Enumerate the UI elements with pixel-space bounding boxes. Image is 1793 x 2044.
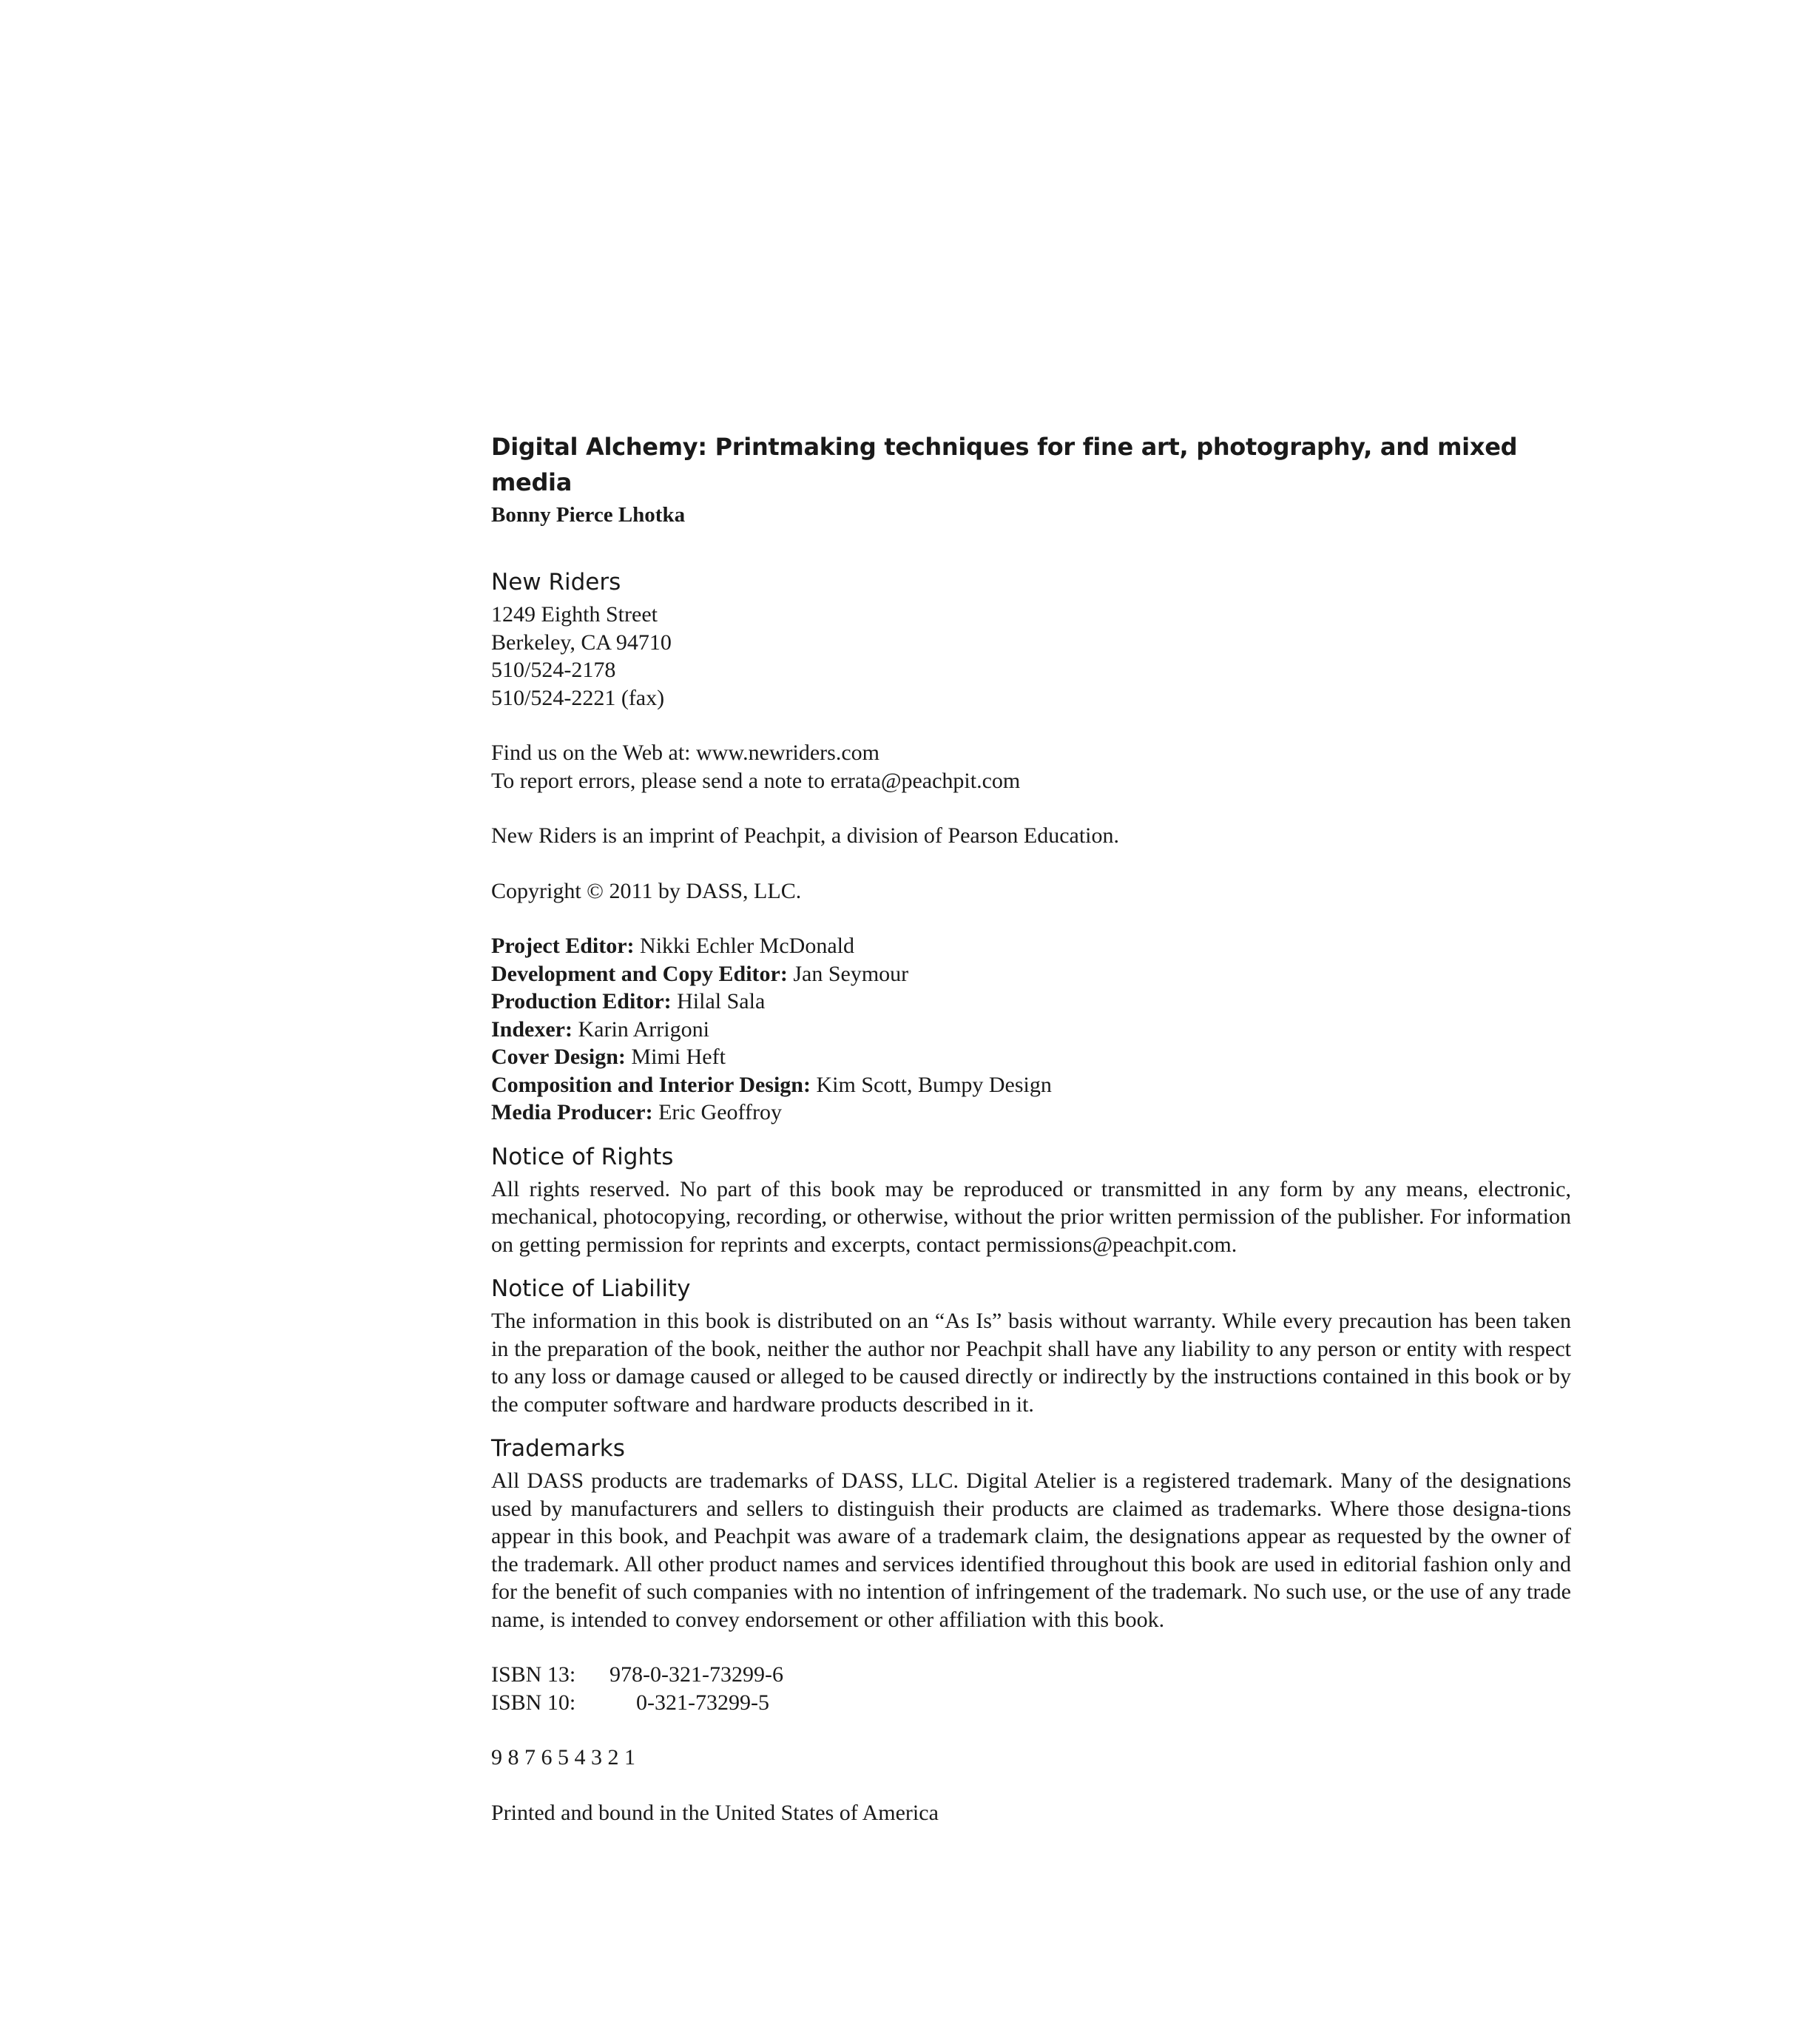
credit-label: Cover Design: xyxy=(491,1045,626,1069)
credit-value: Eric Geoffroy xyxy=(652,1100,782,1124)
publisher-web: Find us on the Web at: www.newriders.com xyxy=(491,741,879,765)
trademarks-heading: Trademarks xyxy=(491,1435,625,1462)
isbn-label: ISBN 10: xyxy=(491,1690,576,1715)
printed-in: Printed and bound in the United States of America xyxy=(491,1800,939,1825)
isbn-value: 0-321-73299-5 xyxy=(636,1690,769,1715)
trademarks-text: All DASS products are trademarks of DASS, LLC. Digital Atelier is a registered trademark. Many of the designations used by manufacturers and sellers to distinguish their products are claimed as trademarks. Where those designa-tions appear in this book, and Peachpit was aware of a trademark claim, the designations appear as requested by the owner of the trademark. All other product names and services identified throughout this book are used in editorial fashion only and for the benefit of such companies with no intention of infringement of the trademark. No such use, or the use of any trade name, is intended to convey endorsement or other affiliation with this book. xyxy=(491,1468,1571,1632)
credit-value: Hilal Sala xyxy=(671,989,766,1013)
credit-label: Development and Copy Editor: xyxy=(491,961,788,986)
credit-line xyxy=(491,1099,1571,1127)
credit-line xyxy=(491,988,1571,1016)
print-line: 9 8 7 6 5 4 3 2 1 xyxy=(491,1745,635,1770)
book-title: Digital Alchemy: Printmaking techniques for fine art, photography, and mixed media xyxy=(491,433,1518,496)
isbn-row xyxy=(491,1689,1571,1717)
copyright-content xyxy=(491,429,1571,1827)
notice-of-liability-text: The information in this book is distributed on an “As Is” basis without warranty. While every precaution has been taken in the preparation of the book, neither the author nor Peachpit shall have any liability to any person or entity with respect to any loss or damage caused or alleged to be caused directly or indirectly by the instructions contained in this book or by the computer software and hardware products described in it. xyxy=(491,1309,1571,1417)
address-line: Berkeley, CA 94710 xyxy=(491,630,672,655)
credit-value: Karin Arrigoni xyxy=(572,1016,709,1042)
copyright-line: Copyright © 2011 by DASS, LLC. xyxy=(491,878,802,903)
address-line: 510/524-2221 (fax) xyxy=(491,685,665,710)
credit-label: Project Editor: xyxy=(491,934,635,958)
credit-label: Composition and Interior Design: xyxy=(491,1072,811,1097)
credit-label: Production Editor: xyxy=(491,989,672,1013)
credit-value: Mimi Heft xyxy=(625,1045,726,1069)
publisher-errata: To report errors, please send a note to errata@peachpit.com xyxy=(491,768,1021,793)
notice-of-rights-text: All rights reserved. No part of this book may be reproduced or transmitted in any form by any means, electronic, mechanical, photocopying, recording, or otherwise, without the prior written permission of the publisher. For information on getting permission for reprints and excerpts, contact permissions@peachpit.com. xyxy=(491,1176,1571,1257)
credit-value: Jan Seymour xyxy=(787,961,909,986)
isbn-label: ISBN 13: xyxy=(491,1662,576,1687)
publisher-imprint: New Riders is an imprint of Peachpit, a division of Pearson Education. xyxy=(491,823,1120,848)
credit-line xyxy=(491,1016,1571,1044)
book-author: Bonny Pierce Lhotka xyxy=(491,503,686,527)
credit-label: Media Producer: xyxy=(491,1100,653,1124)
credits-list xyxy=(491,932,1571,1127)
isbn-row xyxy=(491,1661,1571,1689)
address-line: 1249 Eighth Street xyxy=(491,602,658,627)
notice-of-rights-heading: Notice of Rights xyxy=(491,1143,674,1170)
credit-line xyxy=(491,932,1571,960)
notice-of-liability-heading: Notice of Liability xyxy=(491,1275,691,1302)
credit-line xyxy=(491,960,1571,988)
credit-value: Kim Scott, Bumpy Design xyxy=(810,1072,1052,1097)
credit-label: Indexer: xyxy=(491,1016,573,1042)
publisher-name: New Riders xyxy=(491,569,621,596)
credit-line xyxy=(491,1071,1571,1099)
isbn-value: 978-0-321-73299-6 xyxy=(610,1662,783,1687)
publisher-address xyxy=(491,601,1571,712)
credit-line xyxy=(491,1043,1571,1071)
isbn-block xyxy=(491,1661,1571,1716)
credit-value: Nikki Echler McDonald xyxy=(634,934,854,958)
address-line: 510/524-2178 xyxy=(491,658,616,682)
